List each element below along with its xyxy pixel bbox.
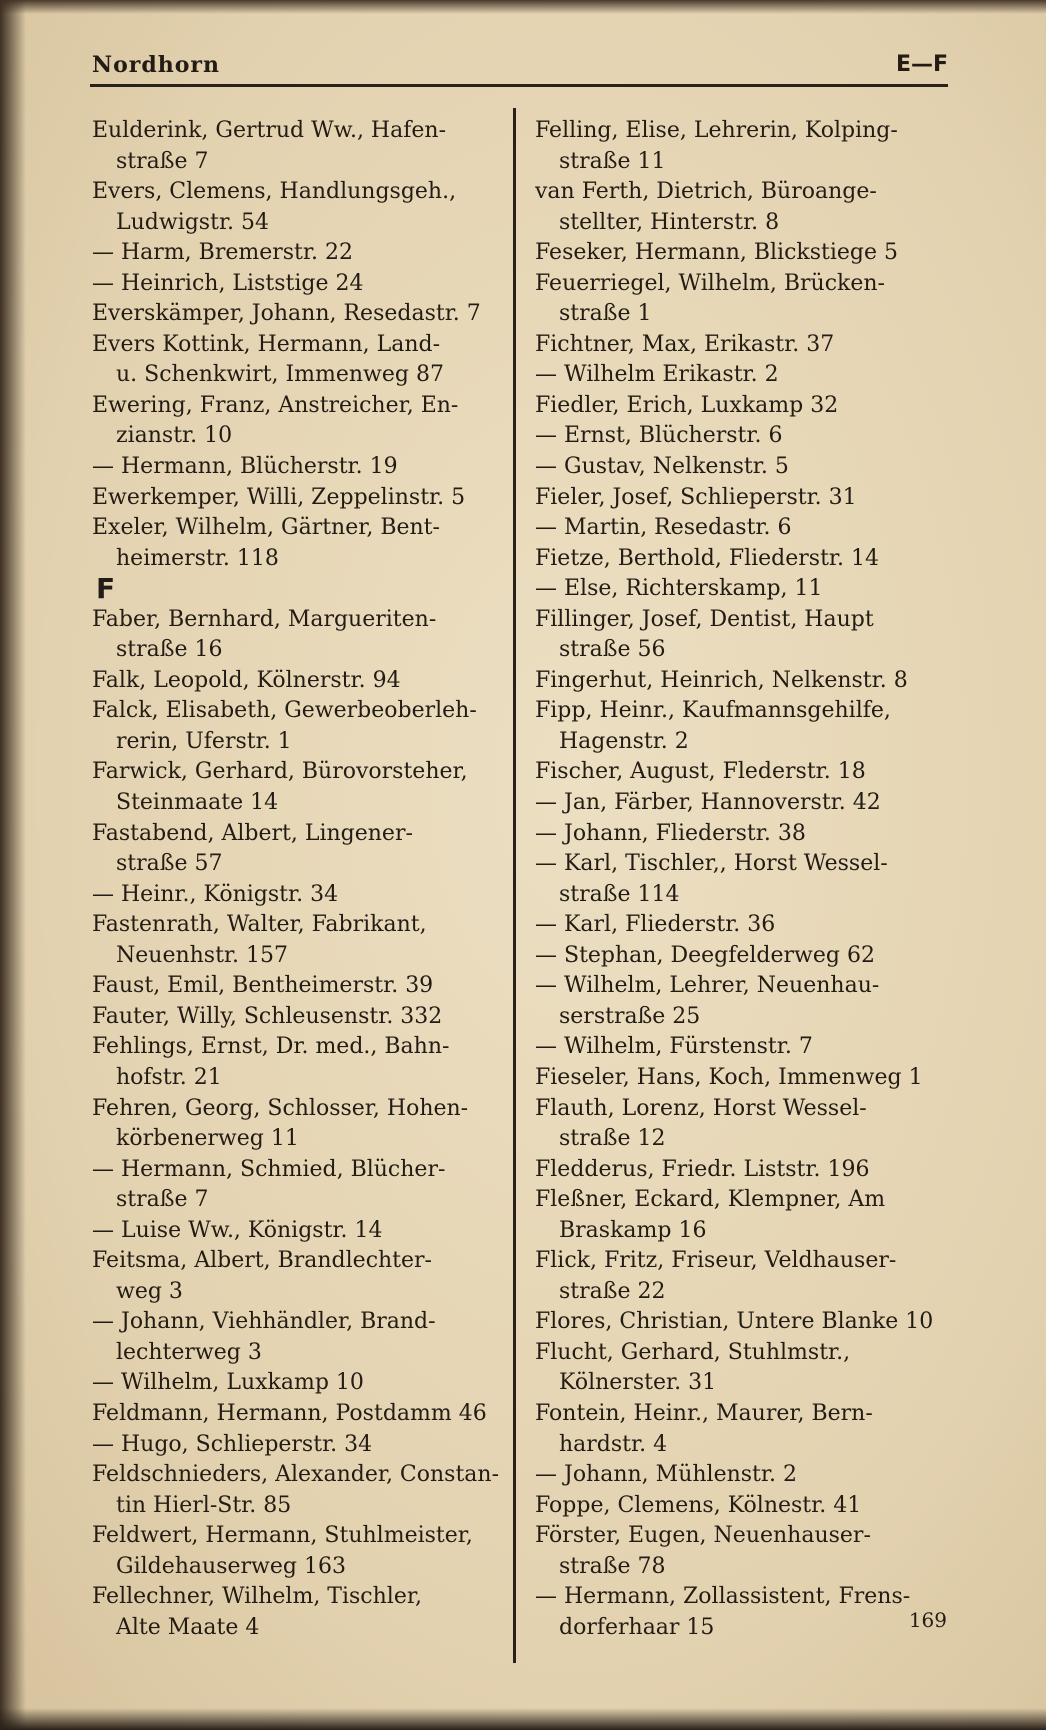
- directory-entry-line: — Gustav, Nelkenstr. 5: [535, 454, 789, 480]
- entry-continuation-line: u. Schenkwirt, Immenweg 87: [116, 362, 444, 388]
- entry-continuation-line: hofstr. 21: [116, 1064, 222, 1090]
- directory-entry-line: Fehren, Georg, Schlosser, Hohen-: [92, 1095, 469, 1121]
- directory-entry-line: Flick, Fritz, Friseur, Veldhauser-: [535, 1248, 897, 1274]
- entry-continuation-line: Braskamp 16: [559, 1217, 707, 1243]
- section-letter: F: [96, 574, 116, 605]
- directory-entry-line: Fingerhut, Heinrich, Nelkenstr. 8: [535, 667, 908, 693]
- entry-continuation-line: straße 56: [559, 637, 666, 663]
- directory-entry-line: — Hugo, Schlieperstr. 34: [92, 1431, 373, 1457]
- directory-entry-line: — Wilhelm, Lehrer, Neuenhau-: [535, 973, 880, 999]
- entry-continuation-line: Gildehauserweg 163: [116, 1553, 346, 1579]
- directory-entry-line: Fledderus, Friedr. Liststr. 196: [535, 1156, 870, 1182]
- directory-entry-line: — Martin, Resedastr. 6: [535, 515, 792, 541]
- directory-entry-line: — Hermann, Zollassistent, Frens-: [535, 1584, 911, 1610]
- directory-entry-line: — Jan, Färber, Hannoverstr. 42: [535, 790, 881, 816]
- directory-entry-line: Feldmann, Hermann, Postdamm 46: [92, 1400, 487, 1426]
- directory-entry-line: Fillinger, Josef, Dentist, Haupt: [535, 606, 874, 632]
- directory-entry-line: Fastabend, Albert, Lingener-: [92, 820, 413, 846]
- directory-entry-line: Evers, Clemens, Handlungsgeh.,: [92, 179, 457, 205]
- directory-entry-line: Fleßner, Eckard, Klempner, Am: [535, 1187, 886, 1213]
- entry-continuation-line: dorferhaar 15: [559, 1614, 715, 1640]
- entry-continuation-line: serstraße 25: [559, 1003, 701, 1029]
- directory-entry-line: Fauter, Willy, Schleusenstr. 332: [92, 1003, 443, 1029]
- column-divider: [513, 108, 516, 1663]
- entry-continuation-line: straße 12: [559, 1126, 666, 1152]
- directory-entry-line: — Johann, Viehhändler, Brand-: [92, 1309, 436, 1335]
- directory-entry-line: — Hermann, Blücherstr. 19: [92, 454, 398, 480]
- header-rule: [90, 84, 948, 87]
- directory-entry-line: Fietze, Berthold, Fliederstr. 14: [535, 545, 880, 571]
- directory-entry-line: Fichtner, Max, Erikastr. 37: [535, 331, 835, 357]
- directory-entry-line: Feldschnieders, Alexander, Constan-: [92, 1462, 500, 1488]
- directory-entry-line: Farwick, Gerhard, Bürovorsteher,: [92, 759, 468, 785]
- entry-continuation-line: Kölnerster. 31: [559, 1370, 717, 1396]
- directory-entry-line: Flores, Christian, Untere Blanke 10: [535, 1309, 934, 1335]
- directory-entry-line: van Ferth, Dietrich, Büroange-: [535, 179, 877, 205]
- directory-entry-line: Fiedler, Erich, Luxkamp 32: [535, 392, 839, 418]
- directory-entry-line: — Ernst, Blücherstr. 6: [535, 423, 783, 449]
- entry-continuation-line: Steinmaate 14: [116, 790, 279, 816]
- entry-continuation-line: straße 16: [116, 637, 223, 663]
- entry-continuation-line: weg 3: [116, 1278, 183, 1304]
- entry-continuation-line: straße 11: [559, 148, 666, 174]
- entry-continuation-line: körbenerweg 11: [116, 1126, 299, 1152]
- directory-entry-line: Fieseler, Hans, Koch, Immenweg 1: [535, 1064, 923, 1090]
- directory-entry-line: — Wilhelm, Luxkamp 10: [92, 1370, 364, 1396]
- page-shadow-left: [0, 0, 26, 1730]
- directory-entry-line: Felling, Elise, Lehrerin, Kolping-: [535, 118, 898, 143]
- directory-entry-line: — Heinrich, Liststige 24: [92, 270, 364, 296]
- directory-entry-line: Flucht, Gerhard, Stuhlmstr.,: [535, 1339, 851, 1365]
- entry-continuation-line: straße 114: [559, 881, 680, 907]
- directory-entry-line: Faust, Emil, Bentheimerstr. 39: [92, 973, 434, 999]
- directory-entry-line: Ewerkemper, Willi, Zeppelinstr. 5: [92, 484, 466, 510]
- entry-continuation-line: tin Hierl-Str. 85: [116, 1492, 292, 1518]
- directory-entry-line: Fischer, August, Flederstr. 18: [535, 759, 866, 785]
- directory-entry-line: — Johann, Mühlenstr. 2: [535, 1462, 797, 1488]
- directory-entry-line: Flauth, Lorenz, Horst Wessel-: [535, 1095, 867, 1121]
- directory-entry-line: Fontein, Heinr., Maurer, Bern-: [535, 1400, 873, 1426]
- directory-entry-line: — Karl, Tischler,, Horst Wessel-: [535, 851, 888, 877]
- page-shadow-bottom: [0, 1708, 1046, 1730]
- entry-continuation-line: hardstr. 4: [559, 1431, 668, 1457]
- directory-entry-line: — Luise Ww., Königstr. 14: [92, 1217, 383, 1243]
- directory-entry-line: Everskämper, Johann, Resedastr. 7: [92, 301, 481, 327]
- directory-entry-line: — Johann, Fliederstr. 38: [535, 820, 806, 846]
- directory-entry-line: Feuerriegel, Wilhelm, Brücken-: [535, 270, 885, 296]
- directory-entry-line: Falk, Leopold, Kölnerstr. 94: [92, 667, 401, 693]
- directory-entry-line: Feitsma, Albert, Brandlechter-: [92, 1248, 432, 1274]
- directory-entry-line: Evers Kottink, Hermann, Land-: [92, 331, 441, 357]
- entry-continuation-line: Hagenstr. 2: [559, 728, 689, 754]
- page-shadow-top: [0, 0, 1046, 14]
- directory-entry-line: — Hermann, Schmied, Blücher-: [92, 1156, 446, 1182]
- directory-entry-line: Fehlings, Ernst, Dr. med., Bahn-: [92, 1034, 450, 1060]
- entry-continuation-line: Ludwigstr. 54: [116, 209, 270, 235]
- directory-entry-line: Foppe, Clemens, Kölnestr. 41: [535, 1492, 862, 1518]
- directory-entry-line: — Wilhelm, Fürstenstr. 7: [535, 1034, 813, 1060]
- directory-entry-line: Fastenrath, Walter, Fabrikant,: [92, 912, 427, 938]
- directory-entry-line: Feseker, Hermann, Blickstiege 5: [535, 240, 899, 266]
- entry-continuation-line: straße 57: [116, 851, 223, 877]
- directory-entry-line: Feldwert, Hermann, Stuhlmeister,: [92, 1523, 473, 1549]
- entry-continuation-line: Neuenhstr. 157: [116, 942, 289, 968]
- entry-continuation-line: stellter, Hinterstr. 8: [559, 209, 780, 235]
- running-header-section: E—F: [895, 52, 948, 77]
- directory-entry-line: — Harm, Bremerstr. 22: [92, 240, 353, 266]
- right-column: [535, 116, 943, 1643]
- entry-continuation-line: straße 22: [559, 1278, 666, 1304]
- directory-entry-line: Förster, Eugen, Neuenhauser-: [535, 1523, 871, 1549]
- directory-entry-line: — Wilhelm Erikastr. 2: [535, 362, 779, 388]
- left-column: [92, 116, 500, 1643]
- directory-entry-line: Exeler, Wilhelm, Gärtner, Bent-: [92, 515, 440, 541]
- directory-entry-line: Faber, Bernhard, Margueriten-: [92, 606, 437, 632]
- directory-entry-line: — Stephan, Deegfelderweg 62: [535, 942, 875, 968]
- entry-continuation-line: rerin, Uferstr. 1: [116, 728, 292, 754]
- directory-entry-line: — Heinr., Königstr. 34: [92, 881, 339, 907]
- directory-entry-line: — Else, Richterskamp, 11: [535, 576, 823, 602]
- running-header-city: Nordhorn: [92, 52, 221, 78]
- directory-entry-line: Fellechner, Wilhelm, Tischler,: [92, 1584, 422, 1610]
- directory-entry-line: Eulderink, Gertrud Ww., Hafen-: [92, 118, 446, 143]
- entry-continuation-line: straße 1: [559, 301, 652, 327]
- entry-continuation-line: zianstr. 10: [116, 423, 233, 449]
- page-number: 169: [908, 1608, 947, 1632]
- directory-entry-line: Falck, Elisabeth, Gewerbeoberleh-: [92, 698, 477, 724]
- entry-continuation-line: Alte Maate 4: [116, 1614, 260, 1640]
- directory-entry-line: Fieler, Josef, Schlieperstr. 31: [535, 484, 857, 510]
- entry-continuation-line: heimerstr. 118: [116, 545, 279, 571]
- entry-continuation-line: straße 7: [116, 148, 209, 174]
- directory-entry-line: Ewering, Franz, Anstreicher, En-: [92, 392, 459, 418]
- directory-entry-line: — Karl, Fliederstr. 36: [535, 912, 776, 938]
- entry-continuation-line: straße 7: [116, 1187, 209, 1213]
- entry-continuation-line: lechterweg 3: [116, 1339, 262, 1365]
- entry-continuation-line: straße 78: [559, 1553, 666, 1579]
- directory-entry-line: Fipp, Heinr., Kaufmannsgehilfe,: [535, 698, 891, 724]
